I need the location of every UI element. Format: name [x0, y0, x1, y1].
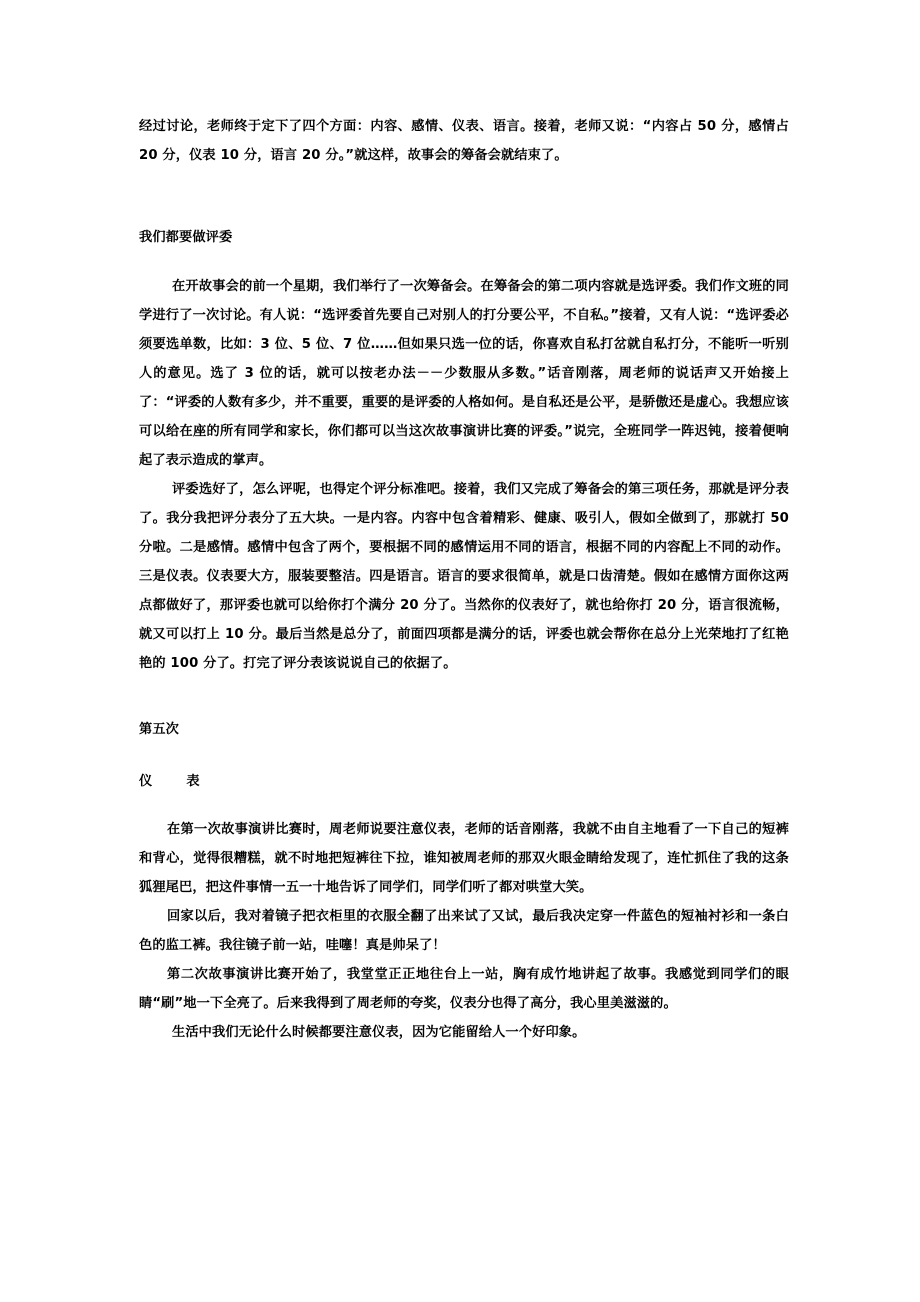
paragraph-selecting-judges: 在开故事会的前一个星期，我们举行了一次筹备会。在筹备会的第二项内容就是选评委。我们作文班的同学进行了一次讨论。有人说：“选评委首先要自己对别人的打分要公平，不自私。”接着，又有人说：“选评委必须要选单数，比如：3 位、5 位、7 位……但如果只选一位的话，你喜欢自私打岔就自私打分，不能听一听别人的意见。选了 3 位的话，就可以按老办法－－少数服从多数。”话音刚落，周老师的说话声又开始接上了：“评委的人数有多少，并不重要，重要的是评委的人格如何。是自私还是公平，是骄傲还是虚心。我想应该可以给在座的所有同学和家长，你们都可以当这次故事演讲比赛的评委。”说完，全班同学一阵迟钝，接着便响起了表示造成的掌声。	[139, 279, 789, 468]
section-2	[139, 272, 789, 678]
section-number-heading: 第五次	[139, 722, 180, 737]
section-heading-judges: 我们都要做评委	[139, 230, 233, 245]
section-title-appearance	[139, 772, 200, 792]
paragraph-conclusion: 生活中我们无论什么时候都要注意仪表，因为它能留给人一个好印象。	[172, 1025, 586, 1040]
paragraph-scoring-table: 评委选好了，怎么评呢，也得定个评分标准吧。接着，我们又完成了筹备会的第三项任务，那就是评分表了。我分我把评分表分了五大块。一是内容。内容中包含着精彩、健康、吸引人，假如全做到了，那就打 50 分啦。二是感情。感情中包含了两个，要根据不同的感情运用不同的语言，根据不同的内容配上不同的动作。三是仪表。仪表要大方，服装要整洁。四是语言。语言的要求很简单，就是口齿清楚。假如在感情方面你这两点都做好了，那评委也就可以给你打个满分 20 分了。当然你的仪表好了，就也给你打 20 分，语言很流畅，就又可以打上 10 分。最后当然是总分了，前面四项都是满分的话，评委也就会帮你在总分上光荣地打了红艳艳的 100 分了。打完了评分表该说说自己的依据了。	[139, 482, 789, 671]
paragraph-intro: 经过讨论，老师终于定下了四个方面：内容、感情、仪表、语言。接着，老师又说：“内容占 50 分，感情占 20 分，仪表 10 分，语言 20 分。”就这样，故事会的筹备会就结束了。	[139, 119, 789, 163]
paragraph-mirror: 回家以后，我对着镜子把衣柜里的衣服全翻了出来试了又试，最后我决定穿一件蓝色的短袖衬衫和一条白色的监工裤。我往镜子前一站，哇噻！真是帅呆了！	[139, 909, 789, 953]
title-char-1: 仪	[139, 774, 153, 789]
paragraph-second-contest: 第二次故事演讲比赛开始了，我堂堂正正地往台上一站，胸有成竹地讲起了故事。我感觉到同学们的眼睛“刷”地一下全亮了。后来我得到了周老师的夸奖，仪表分也得了高分，我心里美滋滋的。	[139, 967, 789, 1011]
paragraph-first-contest: 在第一次故事演讲比赛时，周老师说要注意仪表，老师的话音刚落，我就不由自主地看了一下自己的短裤和背心，觉得很糟糕，就不时地把短裤往下拉，谁知被周老师的那双火眼金睛给发现了，连忙抓住了我的这条狐狸尾巴，把这件事情一五一十地告诉了同学们，同学们听了都对哄堂大笑。	[139, 822, 789, 895]
title-char-2: 表	[186, 774, 200, 789]
section-3	[139, 815, 789, 1047]
section-1	[139, 112, 789, 170]
